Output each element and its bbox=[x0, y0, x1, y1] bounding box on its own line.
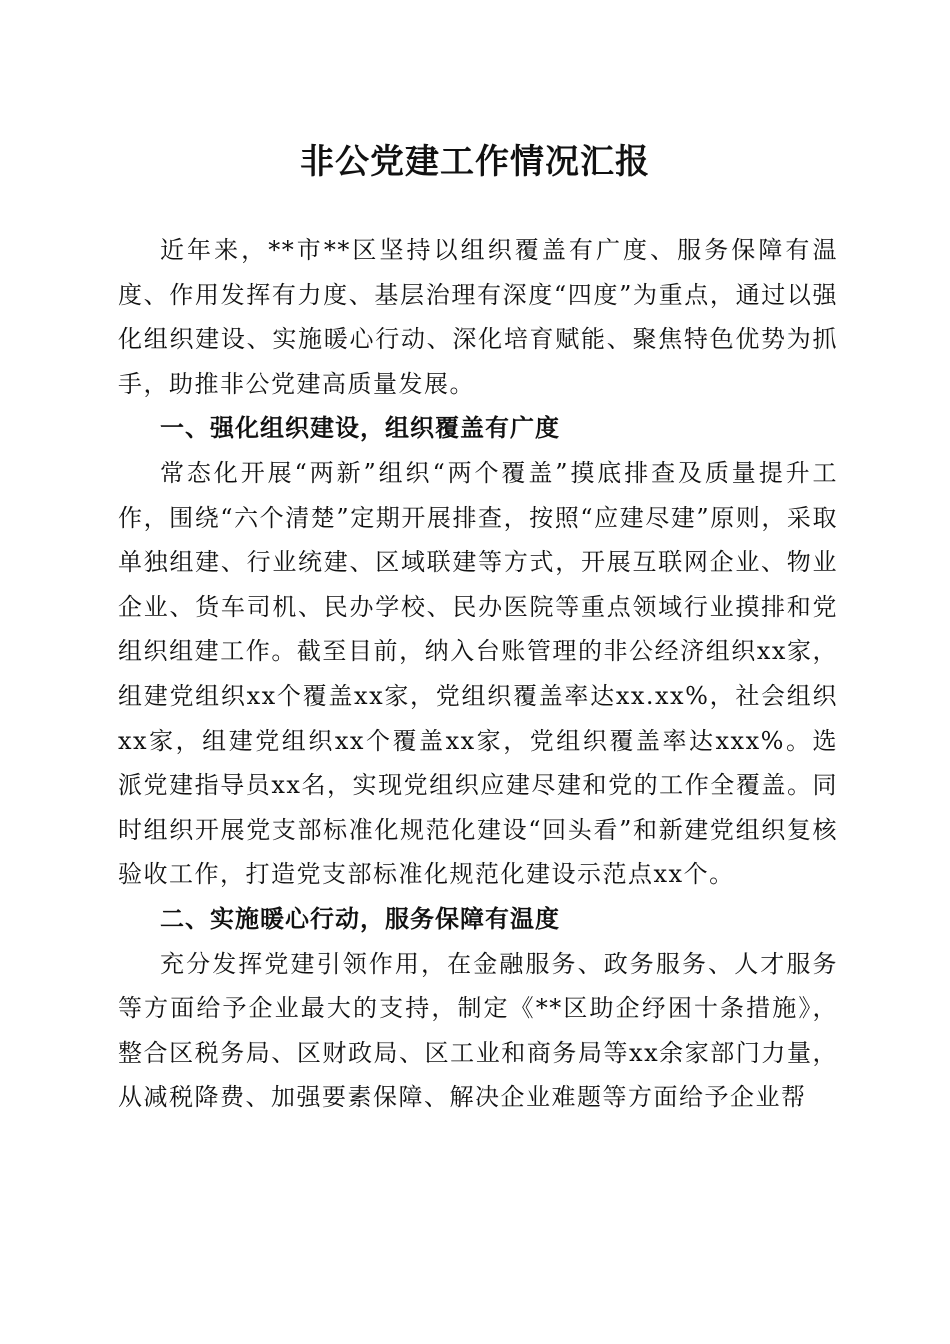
document-title: 非公党建工作情况汇报 bbox=[300, 142, 650, 182]
document-body bbox=[118, 228, 838, 1120]
section-2-paragraph: 充分发挥党建引领作用，在金融服务、政务服务、人才服务等方面给予企业最大的支持，制定《**区助企纾困十条措施》，整合区税务局、区财政局、区工业和商务局等xx余家部门力量，从减税降费、加强要素保障、解决企业难题等方面给予企业帮 bbox=[118, 949, 838, 1112]
intro-paragraph: 近年来，**市**区坚持以组织覆盖有广度、服务保障有温度、作用发挥有力度、基层治理有深度“四度”为重点，通过以强化组织建设、实施暖心行动、深化培育赋能、聚焦特色优势为抓手，助推非公党建高质量发展。 bbox=[118, 236, 838, 398]
section-1-paragraph: 常态化开展“两新”组织“两个覆盖”摸底排查及质量提升工作，围绕“六个清楚”定期开展排查，按照“应建尽建”原则，采取单独组建、行业统建、区域联建等方式，开展互联网企业、物业企业、货车司机、民办学校、民办医院等重点领域行业摸排和党组织组建工作。截至目前，纳入台账管理的非公经济组织xx家，组建党组织xx个覆盖xx家，党组织覆盖率达xx.xx%，社会组织xx家，组建党组织xx个覆盖xx家，党组织覆盖率达xxx%。选派党建指导员xx名，实现党组织应建尽建和党的工作全覆盖。同时组织开展党支部标准化规范化建设“回头看”和新建党组织复核验收工作，打造党支部标准化规范化建设示范点xx个。 bbox=[118, 458, 838, 889]
section-2-heading: 二、实施暖心行动，服务保障有温度 bbox=[160, 904, 560, 933]
section-1-heading: 一、强化组织建设，组织覆盖有广度 bbox=[160, 414, 560, 443]
